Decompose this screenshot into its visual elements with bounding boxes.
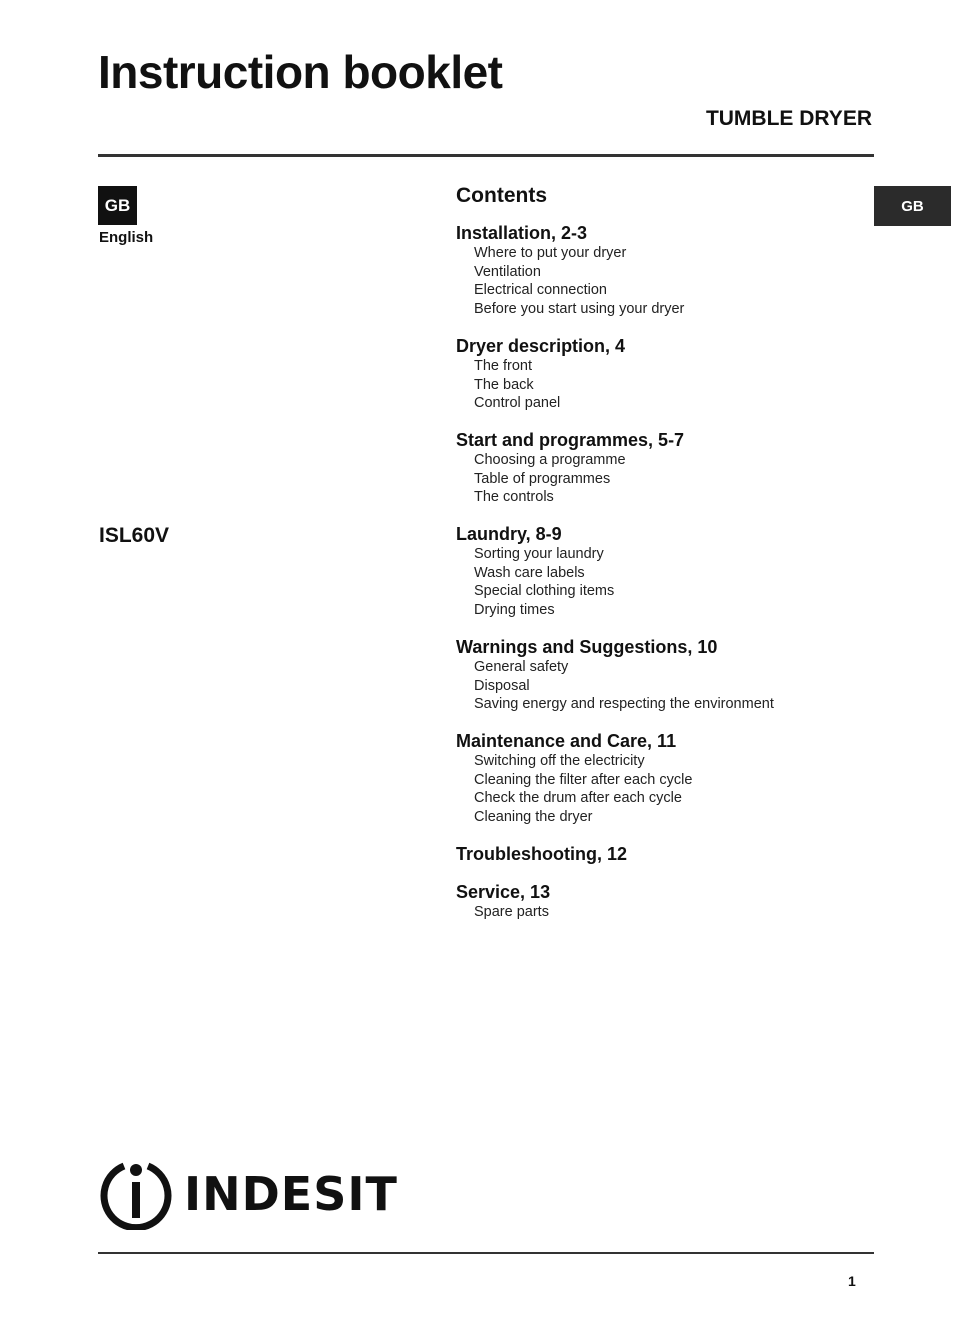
section-item: Disposal (474, 677, 530, 694)
section-item: Cleaning the filter after each cycle (474, 771, 693, 788)
contents-section (456, 523, 866, 620)
section-item: Before you start using your dryer (474, 301, 685, 318)
section-item: Sorting your laundry (474, 546, 604, 563)
section-title: Service, 13 (456, 881, 551, 902)
section-item: General safety (474, 658, 569, 675)
footer-divider (98, 1252, 874, 1254)
table-of-contents (456, 182, 866, 937)
contents-section (456, 881, 866, 922)
indesit-logo-icon (100, 1158, 172, 1230)
section-title: Dryer description, 4 (456, 335, 626, 356)
page-number: 1 (848, 1273, 856, 1289)
section-item: Control panel (474, 395, 561, 412)
section-title: Warnings and Suggestions, 10 (456, 636, 718, 657)
section-item: Cleaning the dryer (474, 809, 593, 826)
section-item: The back (474, 376, 534, 393)
language-badge: GB (98, 186, 137, 225)
language-side-tab: GB (874, 186, 951, 226)
model-number: ISL60V (99, 524, 170, 547)
contents-heading: Contents (456, 184, 547, 207)
section-item: Saving energy and respecting the environment (474, 696, 774, 713)
section-item: Switching off the electricity (474, 752, 645, 769)
section-item: Table of programmes (474, 470, 611, 487)
brand-name: INDESIT (184, 1167, 398, 1221)
contents-section (456, 636, 866, 714)
contents-section (456, 222, 866, 319)
contents-section (456, 335, 866, 413)
section-item: Check the drum after each cycle (474, 790, 682, 807)
section-title: Installation, 2-3 (456, 223, 588, 243)
section-item: Spare parts (474, 903, 549, 920)
section-title: Maintenance and Care, 11 (456, 730, 677, 751)
section-item: Choosing a programme (474, 451, 626, 468)
product-type: TUMBLE DRYER (705, 107, 872, 130)
section-item: The front (474, 357, 533, 374)
section-item: Electrical connection (474, 282, 607, 299)
contents-section (456, 730, 866, 827)
section-item: Drying times (474, 602, 555, 619)
section-item: Wash care labels (474, 564, 585, 581)
section-title: Start and programmes, 5-7 (456, 429, 685, 450)
section-title: Troubleshooting, 12 (456, 843, 628, 864)
contents-sections (456, 222, 866, 921)
contents-section (456, 429, 866, 507)
section-item: Ventilation (474, 263, 541, 280)
section-item: Where to put your dryer (474, 245, 627, 261)
brand-logo (100, 1158, 398, 1230)
section-title: Laundry, 8-9 (456, 524, 562, 545)
divider (98, 154, 874, 157)
language-label: English (99, 229, 154, 246)
page-title: Instruction booklet (98, 46, 503, 98)
section-item: Special clothing items (474, 583, 615, 600)
contents-section (456, 843, 866, 865)
section-item: The controls (474, 489, 554, 506)
